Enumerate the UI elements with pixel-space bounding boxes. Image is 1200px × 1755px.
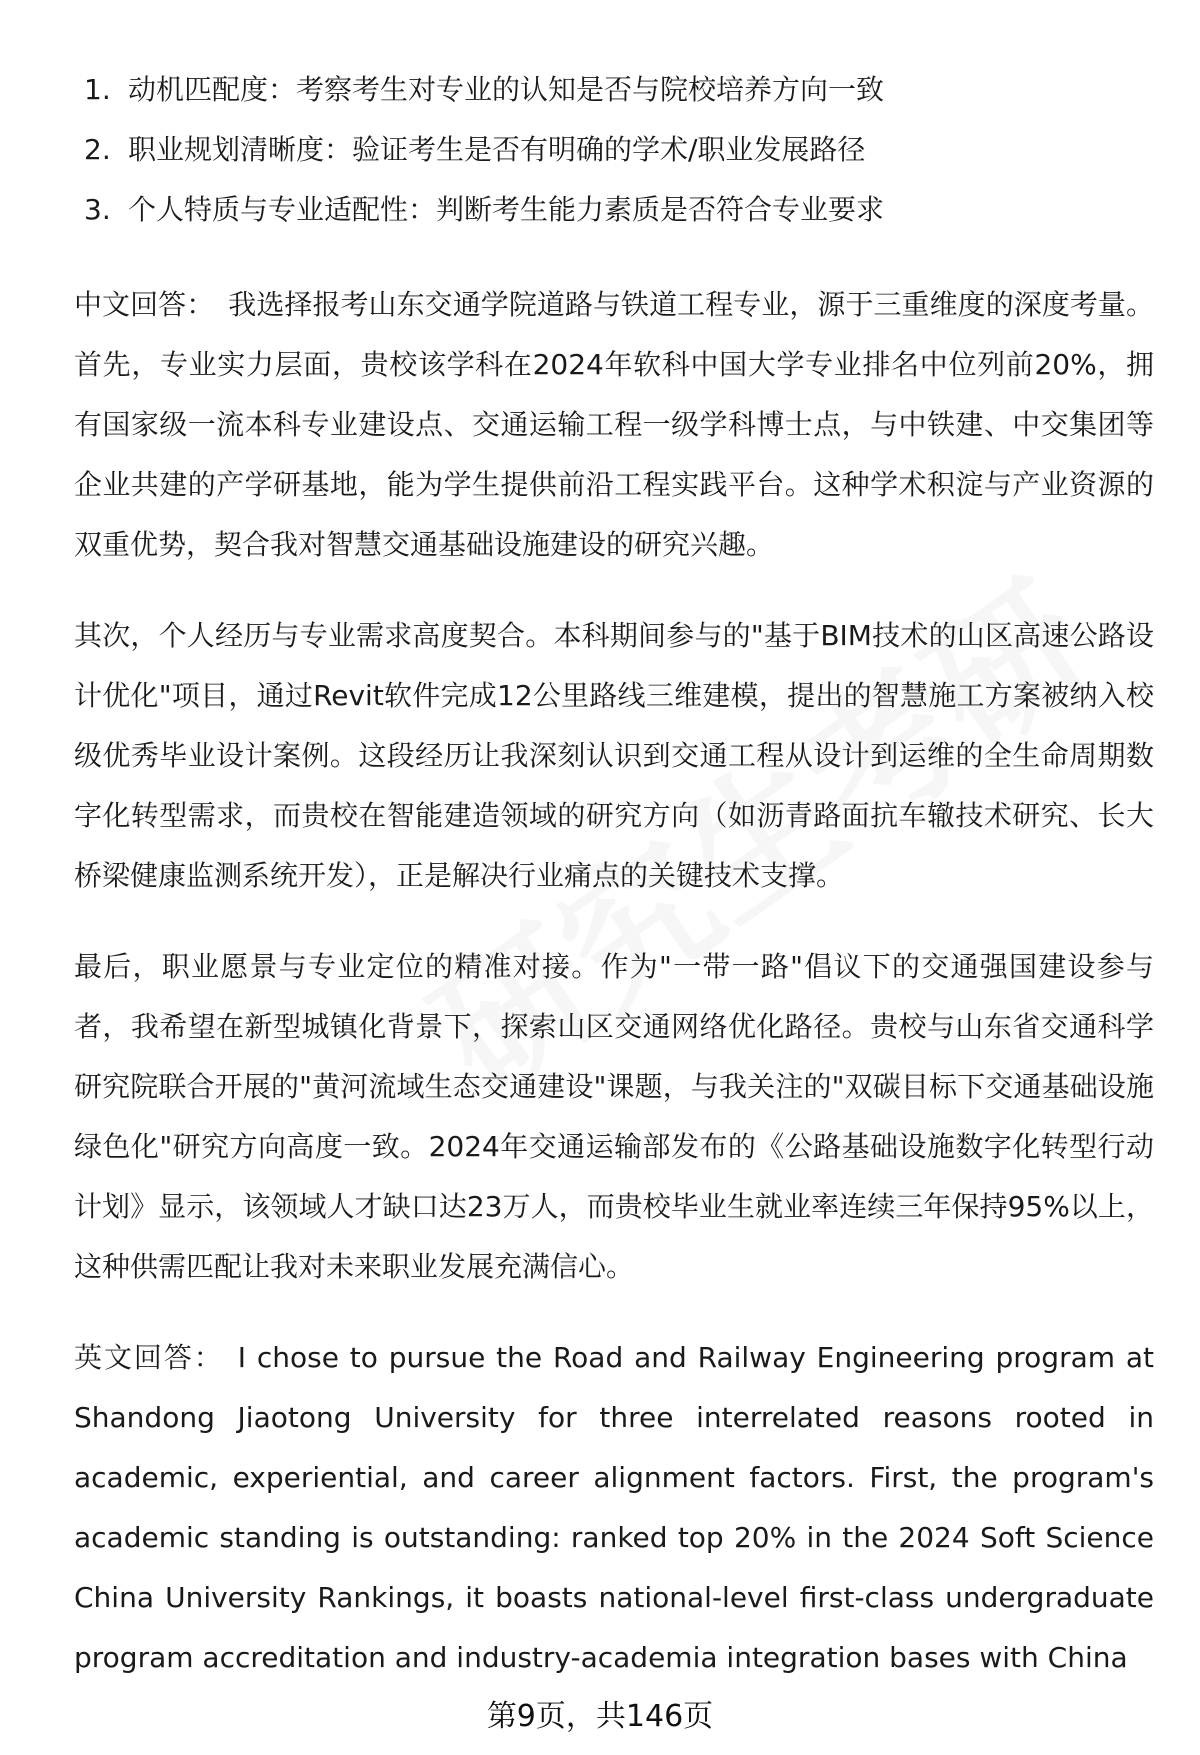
english-answer-text: I chose to pursue the Road and Railway Engineering program at Shandong Jiaotong University for three interrelated reasons rooted in academic, experiential, and career alignment factors. First, the program's academic standing is outstanding: ranked top 20% in the 2024 Soft Science China University Rankings, it boasts national-level first-class undergraduate program accreditation and industry-academia integration bases with China [74, 1341, 1154, 1674]
criteria-list [74, 60, 1154, 240]
list-item-number: 2. [84, 133, 111, 166]
chinese-answer-paragraph-1 [74, 275, 1154, 575]
chinese-answer-text-1: 我选择报考山东交通学院道路与铁道工程专业，源于三重维度的深度考量。首先，专业实力层面，贵校该学科在2024年软科中国大学专业排名中位列前20%，拥有国家级一流本科专业建设点、交通运输工程一级学科博士点，与中铁建、中交集团等企业共建的产学研基地，能为学生提供前沿工程实践平台。这种学术积淀与产业资源的双重优势，契合我对智慧交通基础设施建设的研究兴趣。 [74, 288, 1154, 561]
list-item-text: 动机匹配度：考察考生对专业的认知是否与院校培养方向一致 [128, 73, 885, 106]
chinese-answer-paragraph-3: 最后，职业愿景与专业定位的精准对接。作为"一带一路"倡议下的交通强国建设参与者，我希望在新型城镇化背景下，探索山区交通网络优化路径。贵校与山东省交通科学研究院联合开展的"黄河流域生态交通建设"课题，与我关注的"双碳目标下交通基础设施绿色化"研究方向高度一致。2024年交通运输部发布的《公路基础设施数字化转型行动计划》显示，该领域人才缺口达23万人，而贵校毕业生就业率连续三年保持95%以上，这种供需匹配让我对未来职业发展充满信心。 [74, 950, 1154, 1283]
page-number-footer: 第9页，共146页 [486, 1699, 714, 1734]
list-item [74, 180, 1154, 240]
list-item [74, 120, 1154, 180]
list-item-number: 3. [84, 193, 111, 226]
chinese-answer-label: 中文回答： [74, 288, 215, 321]
chinese-answer-paragraph-2: 其次，个人经历与专业需求高度契合。本科期间参与的"基于BIM技术的山区高速公路设计优化"项目，通过Revit软件完成12公里路线三维建模，提出的智慧施工方案被纳入校级优秀毕业设计案例。这段经历让我深刻认识到交通工程从设计到运维的全生命周期数字化转型需求，而贵校在智能建造领域的研究方向（如沥青路面抗车辙技术研究、长大桥梁健康监测系统开发），正是解决行业痛点的关键技术支撑。 [74, 619, 1154, 892]
list-item [74, 60, 1154, 120]
page-content [74, 60, 1154, 1688]
list-item-text: 职业规划清晰度：验证考生是否有明确的学术/职业发展路径 [128, 133, 866, 166]
list-item-text: 个人特质与专业适配性：判断考生能力素质是否符合专业要求 [128, 193, 885, 226]
english-answer-label: 英文回答： [74, 1341, 224, 1374]
list-item-number: 1. [84, 73, 111, 106]
english-answer-paragraph [74, 1328, 1154, 1688]
